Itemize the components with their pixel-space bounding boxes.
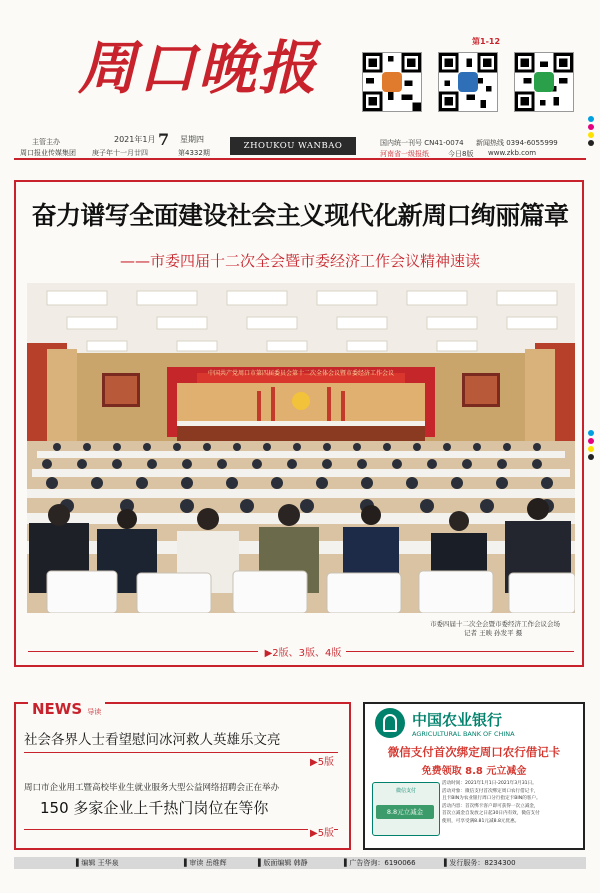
news-item-1-page: ▶5版 xyxy=(308,753,334,768)
register-mark-yellow xyxy=(588,132,594,138)
publisher: 周口报业传媒集团 xyxy=(20,149,76,157)
news-label: NEWS xyxy=(32,700,83,718)
register-mark-yellow-2 xyxy=(588,446,594,452)
register-mark-black xyxy=(588,140,594,146)
register-mark-cyan xyxy=(588,116,594,122)
abc-logo-icon xyxy=(375,708,405,738)
ad-rule-1: 活动时间：2021年1月1日-2021年3月31日。 xyxy=(442,781,537,786)
news-item-2-lead: 周口市企业用工暨高校毕业生就业服务大型公益网络招聘会正在举办 xyxy=(24,783,280,793)
hotline: 新闻热线 0394-6055999 xyxy=(476,139,558,147)
photo-credit: 记者 王映 孙发平 摄 xyxy=(464,629,523,637)
ad-rule-4: 活动内容：首次绑卡客户即可获得一次立减金， xyxy=(442,803,539,809)
date-day: 7 xyxy=(158,130,170,149)
pages-today: 今日8版 xyxy=(448,150,474,158)
masthead-title: 周口晚报 xyxy=(78,34,319,102)
wechat-badge-icon xyxy=(534,72,554,92)
photo-caption: 市委四届十二次全会暨市委经济工作会议会场 xyxy=(430,620,560,628)
app-badge-icon xyxy=(382,72,402,92)
register-mark-cyan-2 xyxy=(588,430,594,436)
ad-rule-5: 首次立减金自发放之日起30日内有效，微信支付 xyxy=(442,811,540,817)
register-mark-black-2 xyxy=(588,454,594,460)
ad-rules xyxy=(442,780,580,826)
main-subhead: ——市委四届十二次全会暨市委经济工作会议精神速读 xyxy=(119,252,480,270)
news-item-1[interactable]: 社会各界人士看望慰问冰河救人英雄乐文亮 xyxy=(24,732,281,748)
masthead-divider xyxy=(14,158,586,160)
news-digest-box xyxy=(14,702,351,850)
ad-rule-2: 活动对象：微信支付首次绑定周口农行借记卡， xyxy=(442,788,539,794)
footer-ad-phone: ▌广告咨询：6190066 xyxy=(344,859,416,867)
register-mark-magenta xyxy=(588,124,594,130)
footer-credits xyxy=(14,857,586,869)
province-note: 河南省一级报纸 xyxy=(380,150,429,158)
qr-code-1 xyxy=(362,52,422,112)
corner-tag: 第1-12 xyxy=(472,37,501,46)
footer-designer: ▌版面编辑 韩静 xyxy=(258,859,308,867)
news-item-2-page: ▶5版 xyxy=(308,824,334,839)
news-item-2[interactable]: 150 多家企业上千热门岗位在等你 xyxy=(40,799,269,817)
ad-rule-3: 且卡BIN为农业银行周口分行指定卡BIN的客户。 xyxy=(442,796,541,802)
bank-name-en: AGRICULTURAL BANK OF CHINA xyxy=(412,730,515,738)
continued-on-pages: ▶2版、3版、4版 xyxy=(264,648,342,659)
weekday: 星期四 xyxy=(180,135,204,144)
footer-editor: ▌编辑 王华泉 xyxy=(76,859,119,867)
news-item-2-rule xyxy=(24,829,338,830)
coupon-amount: 8.8元立减金 xyxy=(376,805,434,819)
news-label-sub: 导读 xyxy=(87,708,102,716)
bank-name-cn: 中国农业银行 xyxy=(412,711,503,729)
register-mark-magenta-2 xyxy=(588,438,594,444)
issue-number: 第4332期 xyxy=(178,149,210,157)
coupon-card: 微信支付 8.8元立减金 xyxy=(372,782,440,836)
qr-code-3 xyxy=(514,52,574,112)
cn-number: 国内统一刊号 CN41-0074 xyxy=(380,139,464,147)
news-item-1-rule xyxy=(24,752,338,753)
footer-dist-phone: ▌发行服务：8234300 xyxy=(444,859,516,867)
qr-code-2 xyxy=(438,52,498,112)
ad-rule-6: 使用，可享受满8.81元减8.8元优惠。 xyxy=(442,818,520,824)
website: www.zkb.com xyxy=(488,149,537,157)
continue-rule-right xyxy=(346,651,574,652)
supervisor-label: 主管主办 xyxy=(32,138,60,146)
weibo-badge-icon xyxy=(458,72,478,92)
stage-banner: 中国共产党周口市第四届委员会第十二次全体会议暨市委经济工作会议 xyxy=(207,370,394,377)
lunar-date: 庚子年十一月廿四 xyxy=(92,149,148,157)
continue-rule-left xyxy=(28,651,258,652)
ad-promo-sub: 免费领取 8.8 元立减金 xyxy=(421,766,527,777)
english-name: ZHOUKOU WANBAO xyxy=(243,141,343,151)
meeting-photo xyxy=(27,283,575,613)
news-header xyxy=(28,699,105,718)
ad-promo-title: 微信支付首次绑定周口农行借记卡 xyxy=(387,745,561,759)
main-headline: 奋力谱写全面建设社会主义现代化新周口绚丽篇章 xyxy=(31,201,569,230)
date-year-month: 2021年1月 xyxy=(114,135,156,144)
english-name-bar xyxy=(230,137,356,155)
footer-reviewer: ▌审读 岳维辉 xyxy=(184,859,227,867)
